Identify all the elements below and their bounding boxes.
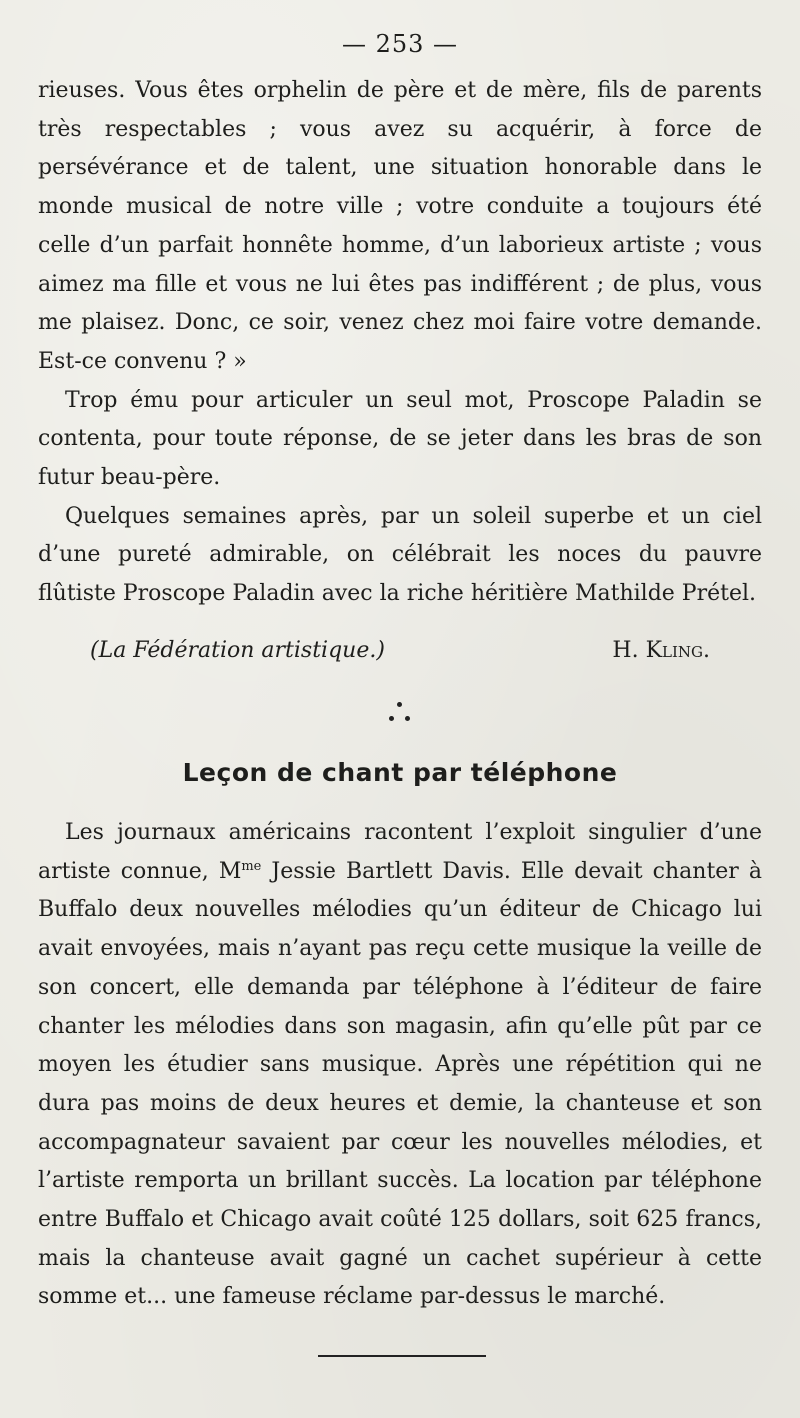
author-name: H. Kling. [612,638,710,663]
paragraph-text-start: Les journaux américains racontent l’exploit singulier d’une artiste connue, M [38,820,762,884]
superscript: me [241,858,262,874]
paragraph [38,814,762,1317]
paragraph-text-rest: Jessie Bartlett Davis. Elle devait chanter à Buffalo deux nouvelles mélodies qu’un éditeur de Chicago lui avait envoyées, mais n’ayant pas reçu cette musique la veille de son concert, elle demanda par téléphone à l’éditeur de faire chanter les mélodies dans son magasin, afin qu’elle pût par ce moyen les étudier sans musique. Après une répétition qui ne dura pas moins de deux heures et demie, la chanteuse et son accompagnateur savaient par cœur les nouvelles mélodies, et l’artiste remporta un brillant succès. La location par téléphone entre Buffalo et Chicago avait coûté 125 dollars, soit 625 francs, mais la chanteuse avait gagné un cachet supérieur à cette somme et... une fameuse réclame par-dessus le marché. [38,858,762,1310]
paragraph: Quelques semaines après, par un soleil superbe et un ciel d’une pureté admirable, on célébrait les noces du pauvre flûtiste Proscope Paladin avec la riche héritière Mathilde Prétel. [38,503,762,607]
end-rule [318,1355,486,1357]
paragraph: Trop ému pour articuler un seul mot, Proscope Paladin se contenta, pour toute réponse, de se jeter dans les bras de son futur beau-père. [38,387,762,491]
story-conclusion [38,72,762,614]
paragraph: rieuses. Vous êtes orphelin de père et de mère, fils de parents très respectables ; vous avez su acquérir, à force de persévérance et de talent, une situation honorable dans le monde musical de notre ville ; votre conduite a toujours été celle d’un parfait honnête homme, d’un laborieux artiste ; vous aimez ma fille et vous ne lui êtes pas indifférent ; de plus, vous me plaisez. Donc, ce soir, venez chez moi faire votre demande. Est-ce convenu ? » [38,78,762,374]
asterism-separator [382,700,418,730]
source-citation: (La Fédération artistique.) [90,638,385,663]
section-body [38,814,762,1317]
section-title: Leçon de chant par téléphone [182,758,618,787]
page-number: — 253 — [341,30,459,58]
